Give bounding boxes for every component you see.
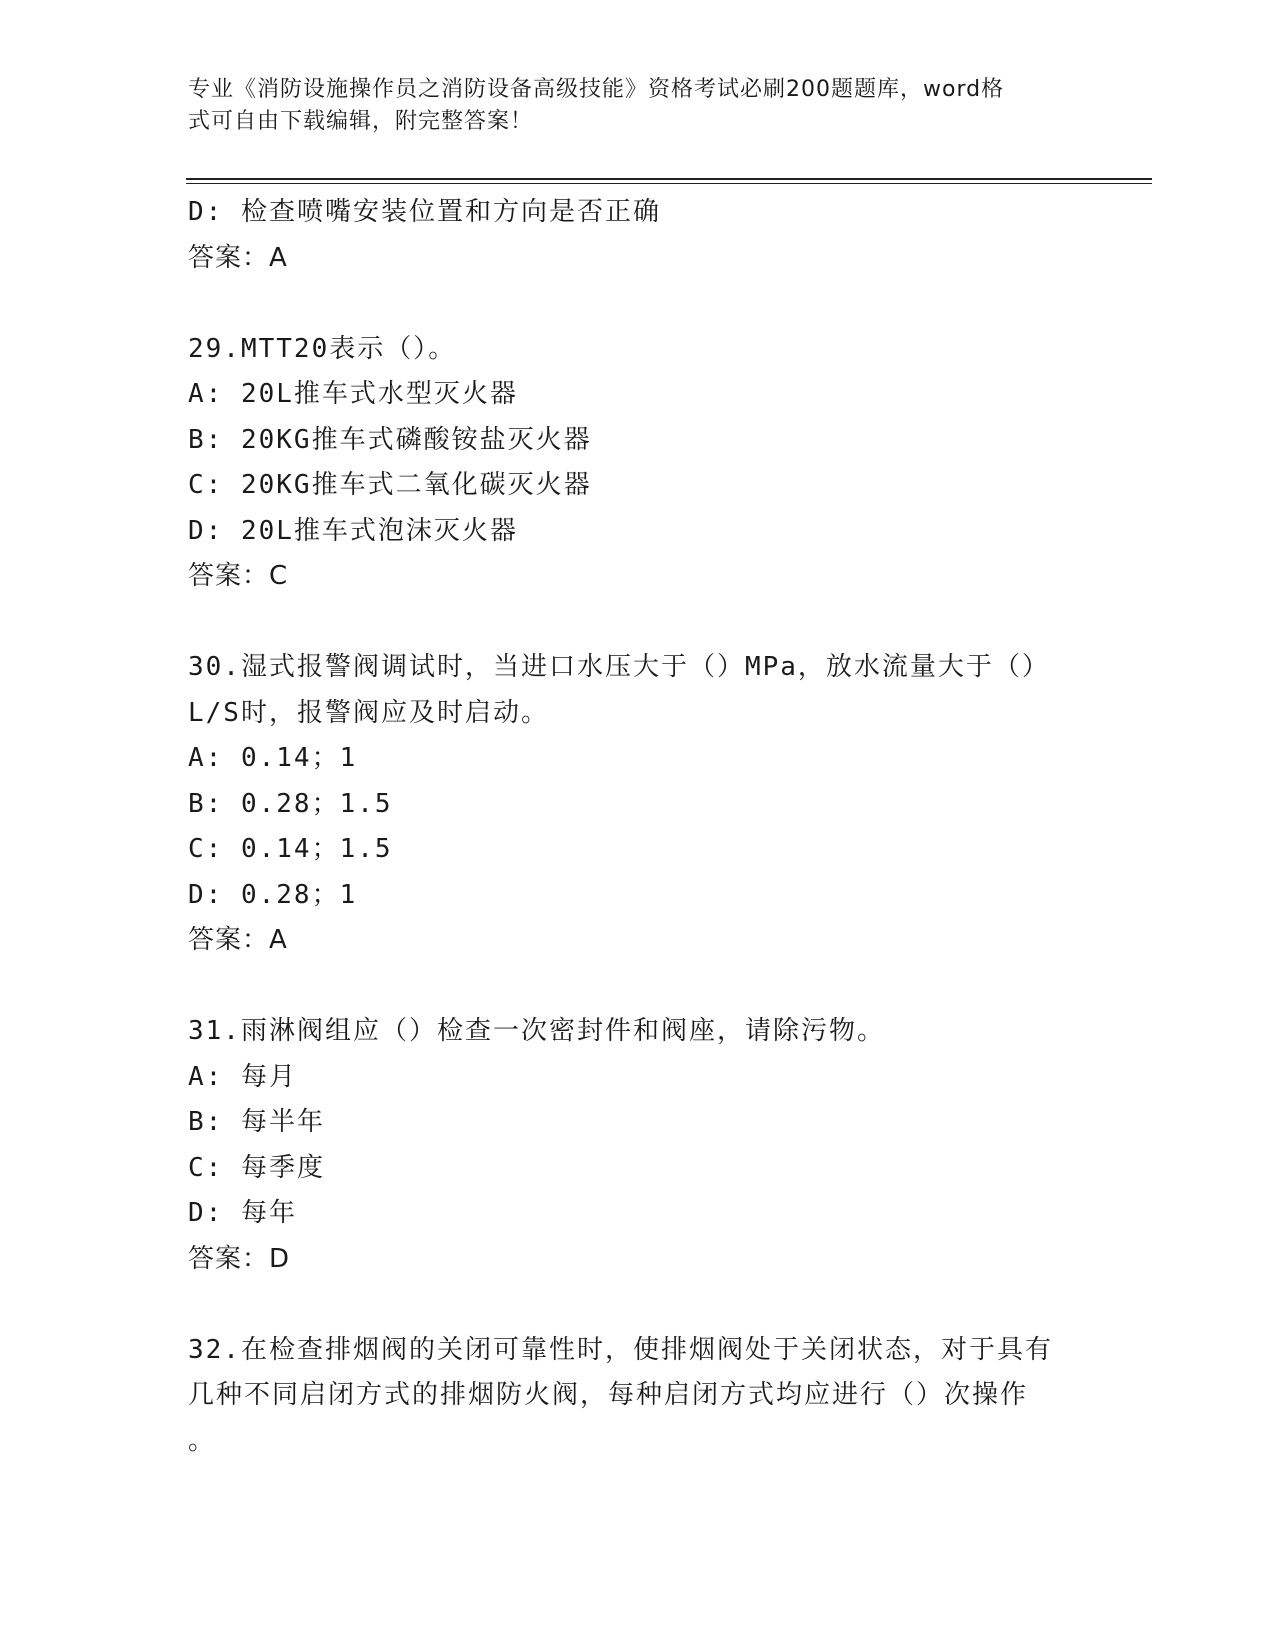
option-c: C: 20KG推车式二氧化碳灭火器: [188, 470, 592, 500]
question-29: [188, 327, 1088, 600]
option-b: B: 0.28；1.5: [188, 788, 393, 819]
option-d: D: 20L推车式泡沫灭火器: [188, 515, 518, 546]
question-stem: 32.在检查排烟阀的关闭可靠性时，使排烟阀处于关闭状态，对于具有: [188, 1334, 1053, 1365]
option-d: D: 每年: [188, 1198, 297, 1228]
option-a: A: 20L推车式水型灭火器: [188, 379, 518, 409]
option-a: A: 0.14；1: [188, 743, 358, 773]
question-stem: 29.MTT20表示（）。: [188, 333, 457, 364]
option-d: D: 0.28；1: [188, 879, 358, 910]
answer-line: 答案：A: [188, 242, 288, 273]
document-header: [188, 74, 1068, 138]
option-c: C: 0.14；1.5: [188, 834, 393, 864]
header-line-1: 专业《消防设施操作员之消防设备高级技能》资格考试必刷200题题库，word格: [188, 77, 1005, 102]
option-c: C: 每季度: [188, 1152, 325, 1183]
option-b: B: 20KG推车式磷酸铵盐灭火器: [188, 424, 592, 455]
question-30: [188, 645, 1088, 964]
question-31: [188, 1009, 1088, 1282]
option-b: B: 每半年: [188, 1107, 325, 1137]
question-32: [188, 1328, 1088, 1465]
header-divider-thick: [186, 178, 1152, 180]
question-stem-continued: L/S时，报警阀应及时启动。: [188, 697, 549, 728]
question-stem: 31.雨淋阀组应（）检查一次密封件和阀座，请除污物。: [188, 1016, 885, 1046]
question-stem-continued: 。: [188, 1425, 217, 1456]
option-d: D: 检查喷嘴安装位置和方向是否正确: [188, 197, 661, 227]
question-content: [188, 190, 1088, 1464]
header-line-2: 式可自由下载编辑，附完整答案！: [188, 109, 534, 134]
answer-line: 答案：A: [188, 925, 288, 955]
option-a: A: 每月: [188, 1061, 297, 1092]
header-divider-thin: [186, 183, 1152, 184]
answer-line: 答案：C: [188, 561, 289, 591]
question-stem: 30.湿式报警阀调试时，当进口水压大于（）MPa，放水流量大于（）: [188, 652, 1050, 682]
question-stem-continued: 几种不同启闭方式的排烟防火阀，每种启闭方式均应进行（）次操作: [188, 1380, 1029, 1410]
answer-line: 答案：D: [188, 1243, 291, 1274]
